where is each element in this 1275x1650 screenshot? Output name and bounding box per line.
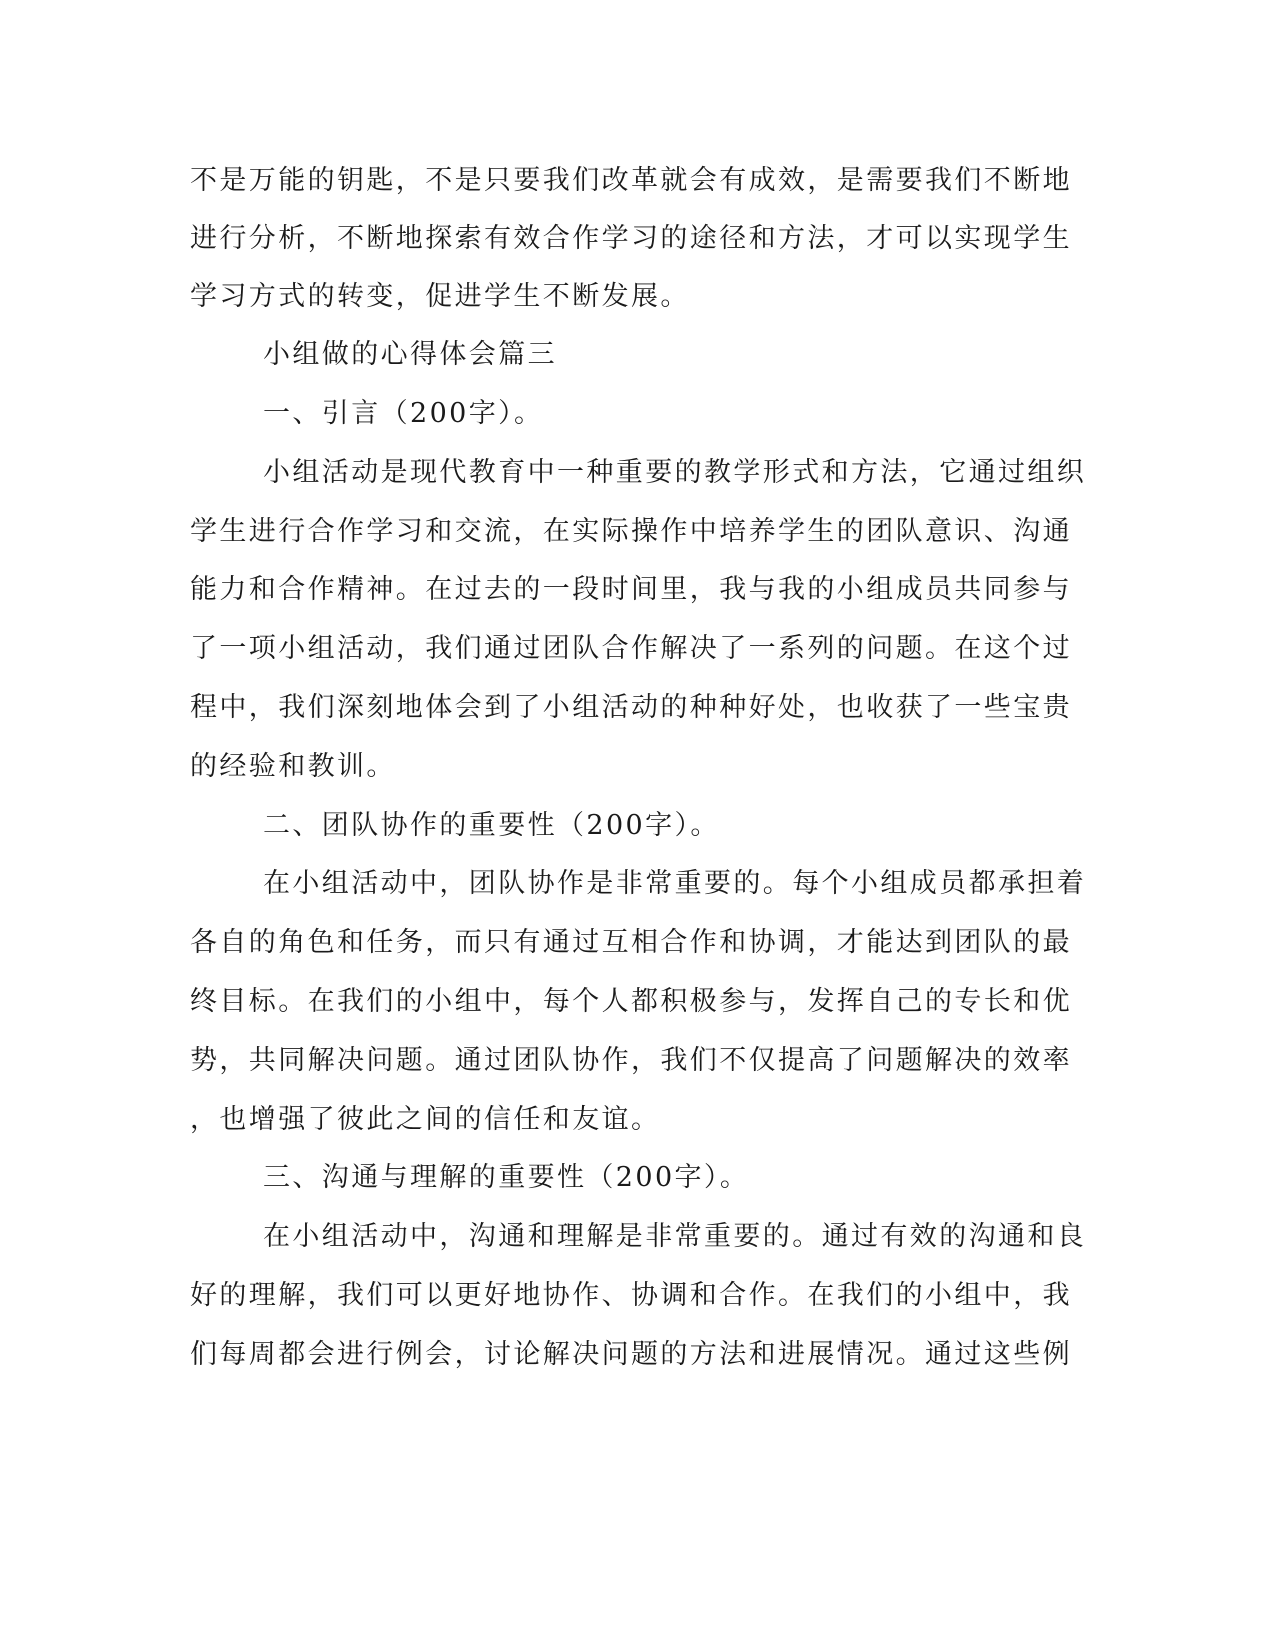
text-line: ，也增强了彼此之间的信任和友谊。 (190, 1104, 661, 1135)
text-line: 不是万能的钥匙，不是只要我们改革就会有成效，是需要我们不断地 (190, 165, 1072, 196)
text-line: 终目标。在我们的小组中，每个人都积极参与，发挥自己的专长和优 (190, 986, 1072, 1017)
text-line: 在小组活动中，沟通和理解是非常重要的。通过有效的沟通和良 (263, 1221, 1087, 1252)
text-line: 小组活动是现代教育中一种重要的教学形式和方法，它通过组织 (263, 457, 1087, 488)
text-line: 进行分析，不断地探索有效合作学习的途径和方法，才可以实现学生 (190, 223, 1072, 254)
text-line: 学习方式的转变，促进学生不断发展。 (190, 281, 690, 312)
text-line: 各自的角色和任务，而只有通过互相合作和协调，才能达到团队的最 (190, 927, 1072, 958)
section-title: 小组做的心得体会篇三 (263, 339, 557, 370)
text-line: 们每周都会进行例会，讨论解决问题的方法和进展情况。通过这些例 (190, 1339, 1072, 1370)
text-line: 了一项小组活动，我们通过团队合作解决了一系列的问题。在这个过 (190, 633, 1072, 664)
section-heading: 一、引言（200字）。 (263, 398, 544, 429)
text-line: 的经验和教训。 (190, 751, 396, 782)
text-line: 程中，我们深刻地体会到了小组活动的种种好处，也收获了一些宝贵 (190, 692, 1072, 723)
section-heading: 三、沟通与理解的重要性（200字）。 (263, 1162, 750, 1193)
text-line: 在小组活动中，团队协作是非常重要的。每个小组成员都承担着 (263, 868, 1087, 899)
section-heading: 二、团队协作的重要性（200字）。 (263, 810, 720, 841)
text-line: 好的理解，我们可以更好地协作、协调和合作。在我们的小组中，我 (190, 1280, 1072, 1311)
text-line: 势，共同解决问题。通过团队协作，我们不仅提高了问题解决的效率 (190, 1045, 1072, 1076)
text-line: 能力和合作精神。在过去的一段时间里，我与我的小组成员共同参与 (190, 574, 1072, 605)
text-line: 学生进行合作学习和交流，在实际操作中培养学生的团队意识、沟通 (190, 516, 1072, 547)
